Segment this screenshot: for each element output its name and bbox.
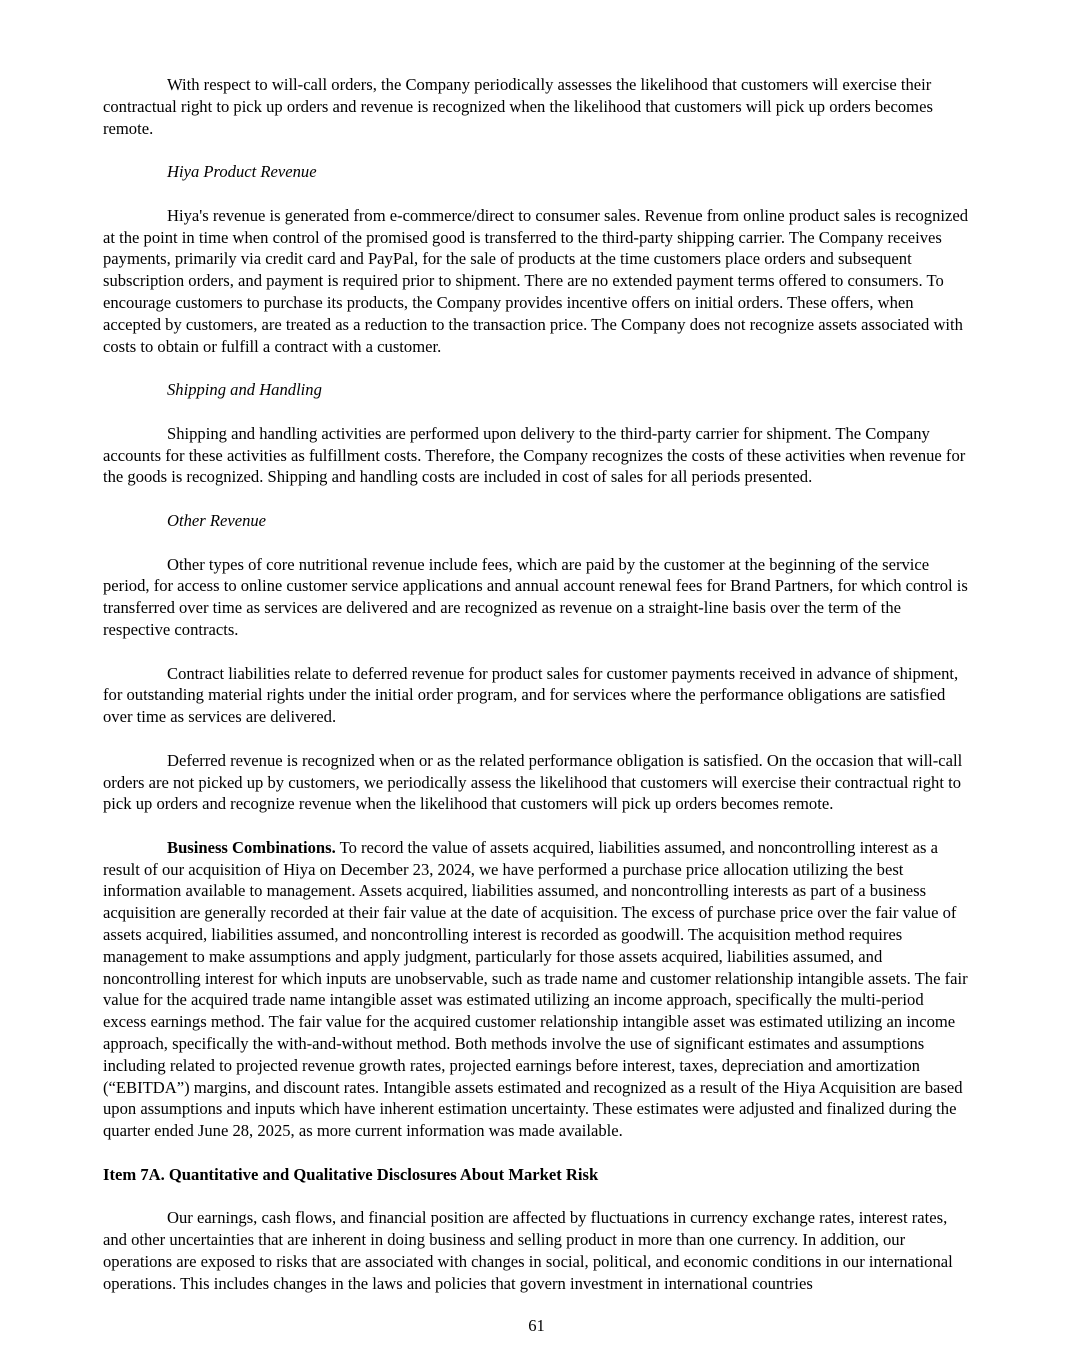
paragraph-shipping-handling: Shipping and handling activities are performed upon delivery to the third-party carrier for shipment. The Company accounts for these activities as fulfillment costs. Therefore, the Company recognizes the costs of these activities when revenue for the goods is recognized. Shipping and handling costs are included in cost of sales for all periods presented. bbox=[103, 423, 966, 487]
paragraph-market-risk: Our earnings, cash flows, and financial position are affected by fluctuations in currency exchange rates, interest rates, and other uncertainties that are inherent in doing business and selling product in more than one currency. In addition, our operations are exposed to risks that are associated with changes in social, political, and economic conditions in our international operations. This includes changes in the laws and policies that govern investment in international countries bbox=[103, 1208, 953, 1293]
heading-hiya-product-revenue: Hiya Product Revenue bbox=[167, 162, 317, 182]
paragraph-other-revenue: Other types of core nutritional revenue include fees, which are paid by the customer at the beginning of the service period, for access to online customer service applications and annual account renewal fees for Brand Partners, for which control is transferred over time as services are delivered and are recognized as revenue on a straight-line basis over the term of the respective contracts. bbox=[103, 554, 968, 639]
heading-item-7a: Item 7A. Quantitative and Qualitative Disclosures About Market Risk bbox=[103, 1164, 599, 1184]
paragraph-deferred-revenue: Deferred revenue is recognized when or as the related performance obligation is satisfied. On the occasion that will-call orders are not picked up by customers, we periodically assess the likelihood that customers will exercise their contractual right to pick up orders and recognize revenue when the likelihood that customers will pick up orders becomes remote. bbox=[103, 750, 963, 814]
heading-other-revenue: Other Revenue bbox=[167, 510, 267, 530]
paragraph-contract-liabilities: Contract liabilities relate to deferred revenue for product sales for customer payments received in advance of shipment, for outstanding material rights under the initial order program, and for services where the performance obligations are satisfied over time as services are delivered. bbox=[103, 663, 959, 727]
paragraph-business-combinations bbox=[103, 837, 970, 1142]
paragraph-will-call-orders: With respect to will-call orders, the Company periodically assesses the likelihood that customers will exercise their contractual right to pick up orders and revenue is recognized when the likelihood that customers will pick up orders becomes remote. bbox=[103, 75, 933, 138]
page-number: 61 bbox=[528, 1316, 545, 1336]
paragraph-hiya-revenue: Hiya's revenue is generated from e-commerce/direct to consumer sales. Revenue from online product sales is recognized at the point in time when control of the promised good is transferred to the third-party shipping carrier. The Company receives payments, primarily via credit card and PayPal, for the sale of products at the time customers place orders and subsequent subscription orders, and payment is required prior to shipment. There are no extended payment terms offered to consumers. To encourage customers to purchase its products, the Company provides incentive offers on initial orders. These offers, when accepted by customers, are treated as a reduction to the transaction price. The Company does not recognize assets associated with costs to obtain or fulfill a contract with a customer. bbox=[103, 205, 969, 356]
business-combinations-body: To record the value of assets acquired, liabilities assumed, and noncontrolling interest as a result of our acquisition of Hiya on December 23, 2024, we have performed a purchase price allocation utilizing the best information available to management. Assets acquired, liabilities assumed, and noncontrolling interests as part of a business acquisition are generally recorded at their fair value at the date of acquisition. The excess of purchase price over the fair value of assets acquired, liabilities assumed, and noncontrolling interest is recorded as goodwill. The acquisition method requires management to make assumptions and apply judgment, particularly for those assets acquired, liabilities assumed, and noncontrolling interest for which inputs are unobservable, such as trade name and customer relationship intangible assets. The fair value for the acquired trade name intangible asset was estimated utilizing an income approach, specifically the multi-period excess earnings method. The fair value for the acquired customer relationship intangible asset was estimated utilizing an income approach, specifically the with-and-without method. Both methods involve the use of significant estimates and assumptions including related to projected revenue growth rates, projected earnings before interest, taxes, depreciation and amortization (“EBITDA”) margins, and discount rates. Intangible assets estimated and recognized as a result of the Hiya Acquisition are based upon assumptions and inputs which have inherent estimation uncertainty. These estimates were adjusted and finalized during the quarter ended June 28, 2025, as more current information was made available. bbox=[103, 837, 968, 1141]
business-combinations-lead: Business Combinations. bbox=[167, 837, 336, 857]
heading-shipping-and-handling: Shipping and Handling bbox=[167, 380, 322, 400]
